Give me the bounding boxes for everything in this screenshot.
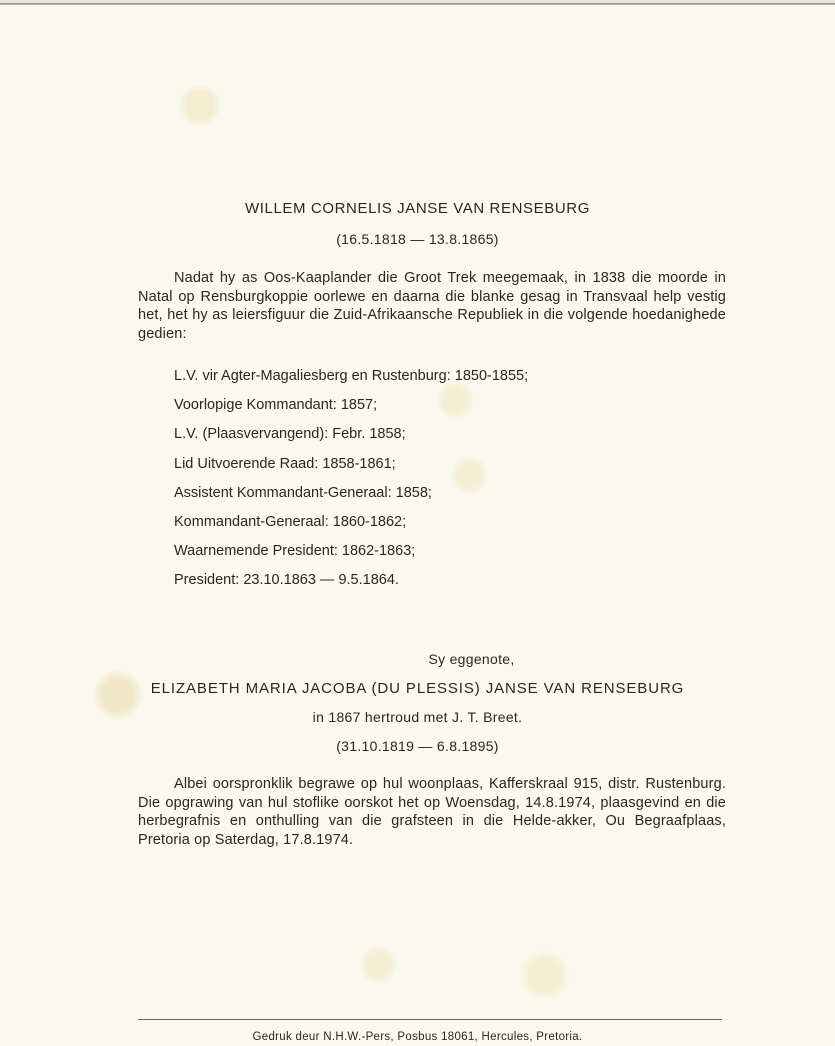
spouse-name-heading: ELIZABETH MARIA JACOBA (DU PLESSIS) JANSE VAN RENSEBURG (150, 680, 685, 697)
biography-paragraph: Nadat hy as Oos-Kaaplander die Groot Trek meegemaak, in 1838 die moorde in Natal op Rensburgkoppie oorlewe en daarna die blanke gesag in Transvaal help vestig het, het hy as leiersfiguur die Zuid-Afrikaansche Republiek in die volgende hoedanighede gedien: (138, 270, 726, 342)
office-item: Kommandant-Generaal: 1860-1862; (174, 513, 407, 530)
office-item: Waarnemende President: 1862-1863; (174, 543, 416, 560)
office-item: Lid Uitvoerende Raad: 1858-1861; (174, 455, 396, 472)
spouse-intro: Sy eggenote, (428, 651, 515, 667)
offices-list (174, 362, 528, 596)
office-item: Voorlopige Kommandant: 1857; (174, 397, 378, 414)
spouse-remarried-note: in 1867 hertroud met J. T. Breet. (312, 709, 523, 725)
spouse-life-dates: (31.10.1819 — 6.8.1895) (336, 738, 499, 754)
person-life-dates: (16.5.1818 — 13.8.1865) (336, 231, 499, 247)
printer-imprint: Gedruk deur N.H.W.-Pers, Posbus 18061, Hercules, Pretoria. (252, 1031, 583, 1043)
office-item: L.V. vir Agter-Magaliesberg en Rustenburg: 1850-1855; (174, 368, 529, 384)
office-item: Assistent Kommandant-Generaal: 1858; (174, 484, 432, 501)
burial-paragraph: Albei oorspronklik begrawe op hul woonplaas, Kafferskraal 915, distr. Rustenburg. Die opgrawing van hul stoflike oorskot het op Woensdag, 14.8.1974, plaasgevind en die herbegrafnis en onthulling van die grafsteen in die Helde-akker, Ou Begraafplaas, Pretoria op Saterdag, 17.8.1974. (138, 776, 726, 848)
person-name-heading: WILLEM CORNELIS JANSE VAN RENSEBURG (245, 200, 590, 217)
footer-divider (138, 1019, 722, 1020)
office-item: President: 23.10.1863 — 9.5.1864. (174, 572, 399, 589)
page-top-edge (0, 3, 835, 5)
office-item: L.V. (Plaasvervangend): Febr. 1858; (174, 426, 406, 443)
